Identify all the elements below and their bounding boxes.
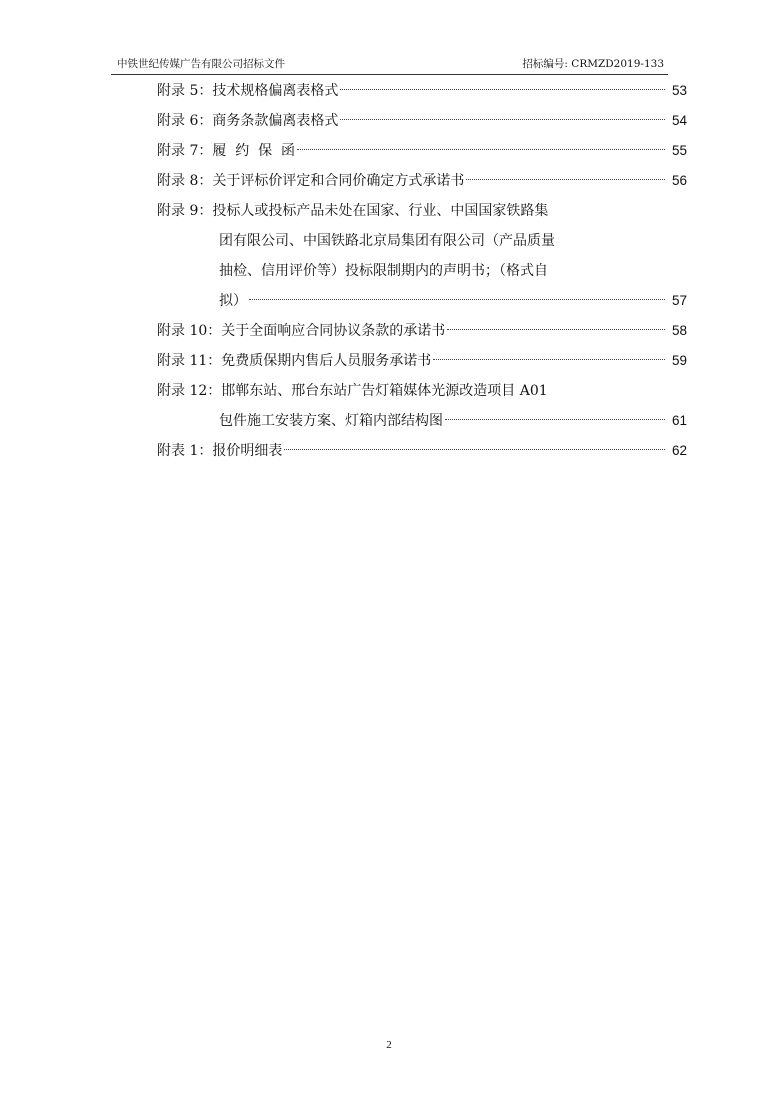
toc-entry-title-line-4: 拟） xyxy=(219,293,247,309)
toc-entry-label: 附录 7： xyxy=(157,143,213,159)
toc-entry-page: 62 xyxy=(671,443,687,458)
toc-entry-appendix-11[interactable] xyxy=(157,346,687,376)
toc-entry-label: 附录 10： xyxy=(157,323,222,339)
toc-leader-dots xyxy=(433,359,665,360)
toc-entry-appendix-6[interactable] xyxy=(157,106,687,136)
toc-entry-appendix-8[interactable] xyxy=(157,166,687,196)
toc-entry-title: 关于全面响应合同协议条款的承诺书 xyxy=(221,323,446,339)
toc-entry-page: 61 xyxy=(671,413,687,428)
toc-leader-dots xyxy=(466,179,665,180)
toc-entry-label: 附录 6： xyxy=(157,113,213,129)
page-number: 2 xyxy=(386,1039,392,1051)
toc-entry-appendix-10[interactable] xyxy=(157,316,687,346)
toc-leader-dots xyxy=(340,119,665,120)
toc-leader-dots xyxy=(445,419,665,420)
toc-entry-label: 附录 11： xyxy=(157,353,222,369)
toc-entry-appendix-5[interactable] xyxy=(157,76,687,106)
toc-entry-label: 附表 1： xyxy=(157,443,213,459)
toc-entry-title-line-2: 包件施工安装方案、灯箱内部结构图 xyxy=(219,413,443,429)
toc-entry-title-line-1: 投标人或投标产品未处在国家、行业、中国国家铁路集 xyxy=(212,203,549,219)
toc-entry-label: 附录 8： xyxy=(157,173,213,189)
toc-entry-label: 附录 9： xyxy=(157,203,213,219)
toc-entry-title-line-3: 抽检、信用评价等）投标限制期内的声明书；（格式自 xyxy=(219,263,548,279)
toc-entry-title: 商务条款偏离表格式 xyxy=(212,113,339,129)
toc-entry-schedule-1[interactable] xyxy=(157,436,687,466)
table-of-contents xyxy=(157,76,687,466)
toc-leader-dots xyxy=(297,149,665,150)
toc-entry-label: 附录 5： xyxy=(157,83,213,99)
toc-entry-page: 59 xyxy=(671,353,687,368)
header-tender-number: 招标编号: CRMZD2019-133 xyxy=(522,58,664,70)
toc-entry-title: 履 约 保 函 xyxy=(212,143,296,159)
toc-entry-label: 附录 12： xyxy=(157,383,222,399)
toc-entry-title: 免费质保期内售后人员服务承诺书 xyxy=(221,353,432,369)
toc-entry-page: 56 xyxy=(671,173,687,188)
toc-entry-title: 关于评标价评定和合同价确定方式承诺书 xyxy=(212,173,465,189)
toc-entry-page: 58 xyxy=(671,323,687,338)
toc-entry-title: 报价明细表 xyxy=(212,443,283,459)
toc-entry-page: 57 xyxy=(671,293,687,308)
toc-entry-title-line-2: 团有限公司、中国铁路北京局集团有限公司（产品质量 xyxy=(219,233,555,249)
toc-entry-appendix-9[interactable] xyxy=(157,196,687,316)
toc-leader-dots xyxy=(249,299,665,300)
toc-entry-title-line-1: 邯郸东站、邢台东站广告灯箱媒体光源改造项目 A01 xyxy=(221,383,548,399)
toc-entry-page: 54 xyxy=(671,113,687,128)
header-company-name: 中铁世纪传媒广告有限公司招标文件 xyxy=(117,58,285,70)
toc-leader-dots xyxy=(447,329,665,330)
toc-entry-page: 55 xyxy=(671,143,687,158)
toc-entry-page: 53 xyxy=(671,83,687,98)
page-header xyxy=(111,56,668,75)
toc-leader-dots xyxy=(284,449,665,450)
toc-entry-appendix-7[interactable] xyxy=(157,136,687,166)
toc-entry-appendix-12[interactable] xyxy=(157,376,687,436)
toc-entry-title: 技术规格偏离表格式 xyxy=(212,83,339,99)
toc-leader-dots xyxy=(340,89,665,90)
